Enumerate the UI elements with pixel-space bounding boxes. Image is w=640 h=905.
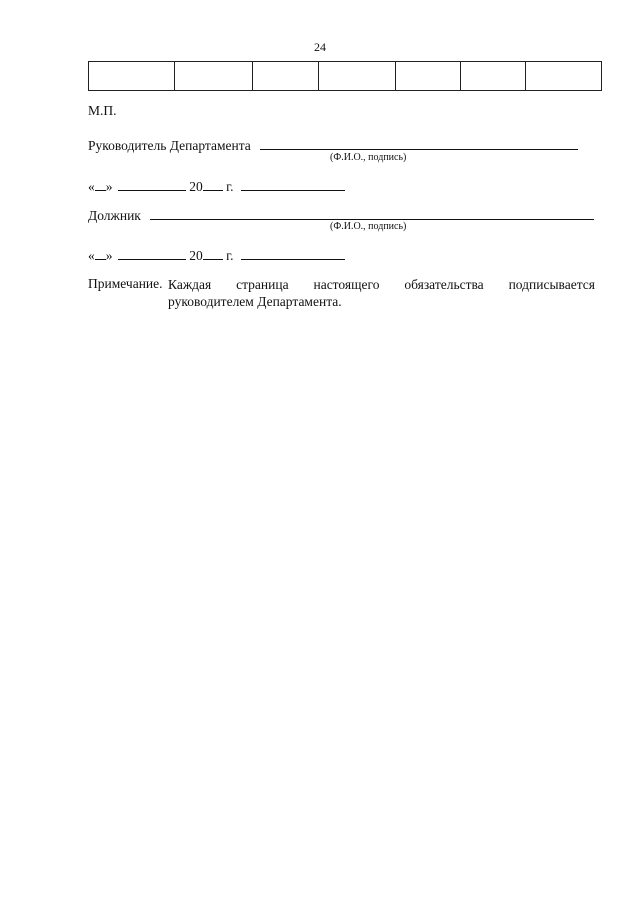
table-cell [461,62,526,91]
table-cell [253,62,319,91]
date-extra-field[interactable] [241,246,345,260]
head-signature-field[interactable] [260,136,578,150]
note-label: Примечание. [88,276,163,291]
debtor-signature-label: Должник [88,208,141,223]
date-close-quote: » [105,248,113,263]
head-signature-label: Руководитель Департамента [88,138,251,153]
date-year-suffix: г. [226,248,234,263]
table-row [89,62,602,91]
date-year-suffix: г. [226,179,234,194]
table-cell [319,62,396,91]
debtor-date-line [88,246,345,264]
debtor-signature-field[interactable] [150,206,594,220]
date-open-quote: « [88,179,95,194]
date-close-quote: » [105,179,113,194]
table-cell [175,62,253,91]
date-century: 20 [189,179,203,194]
debtor-signature-caption: (Ф.И.О., подпись) [330,221,407,232]
date-year-field[interactable] [203,177,223,191]
date-day-field[interactable] [95,246,106,260]
date-year-field[interactable] [203,246,223,260]
date-month-field[interactable] [118,246,186,260]
empty-table [88,61,602,91]
date-month-field[interactable] [118,177,186,191]
date-day-field[interactable] [95,177,106,191]
date-open-quote: « [88,248,95,263]
page-number: 24 [314,40,326,54]
head-date-line [88,177,345,195]
date-century: 20 [189,248,203,263]
note-text: Каждая страница настоящего обязательства подписывается руководителем Департамента. [168,277,595,309]
stamp-label: М.П. [88,103,117,118]
date-extra-field[interactable] [241,177,345,191]
table-cell [89,62,175,91]
head-signature-caption: (Ф.И.О., подпись) [330,152,407,163]
table-cell [526,62,602,91]
table-cell [396,62,461,91]
